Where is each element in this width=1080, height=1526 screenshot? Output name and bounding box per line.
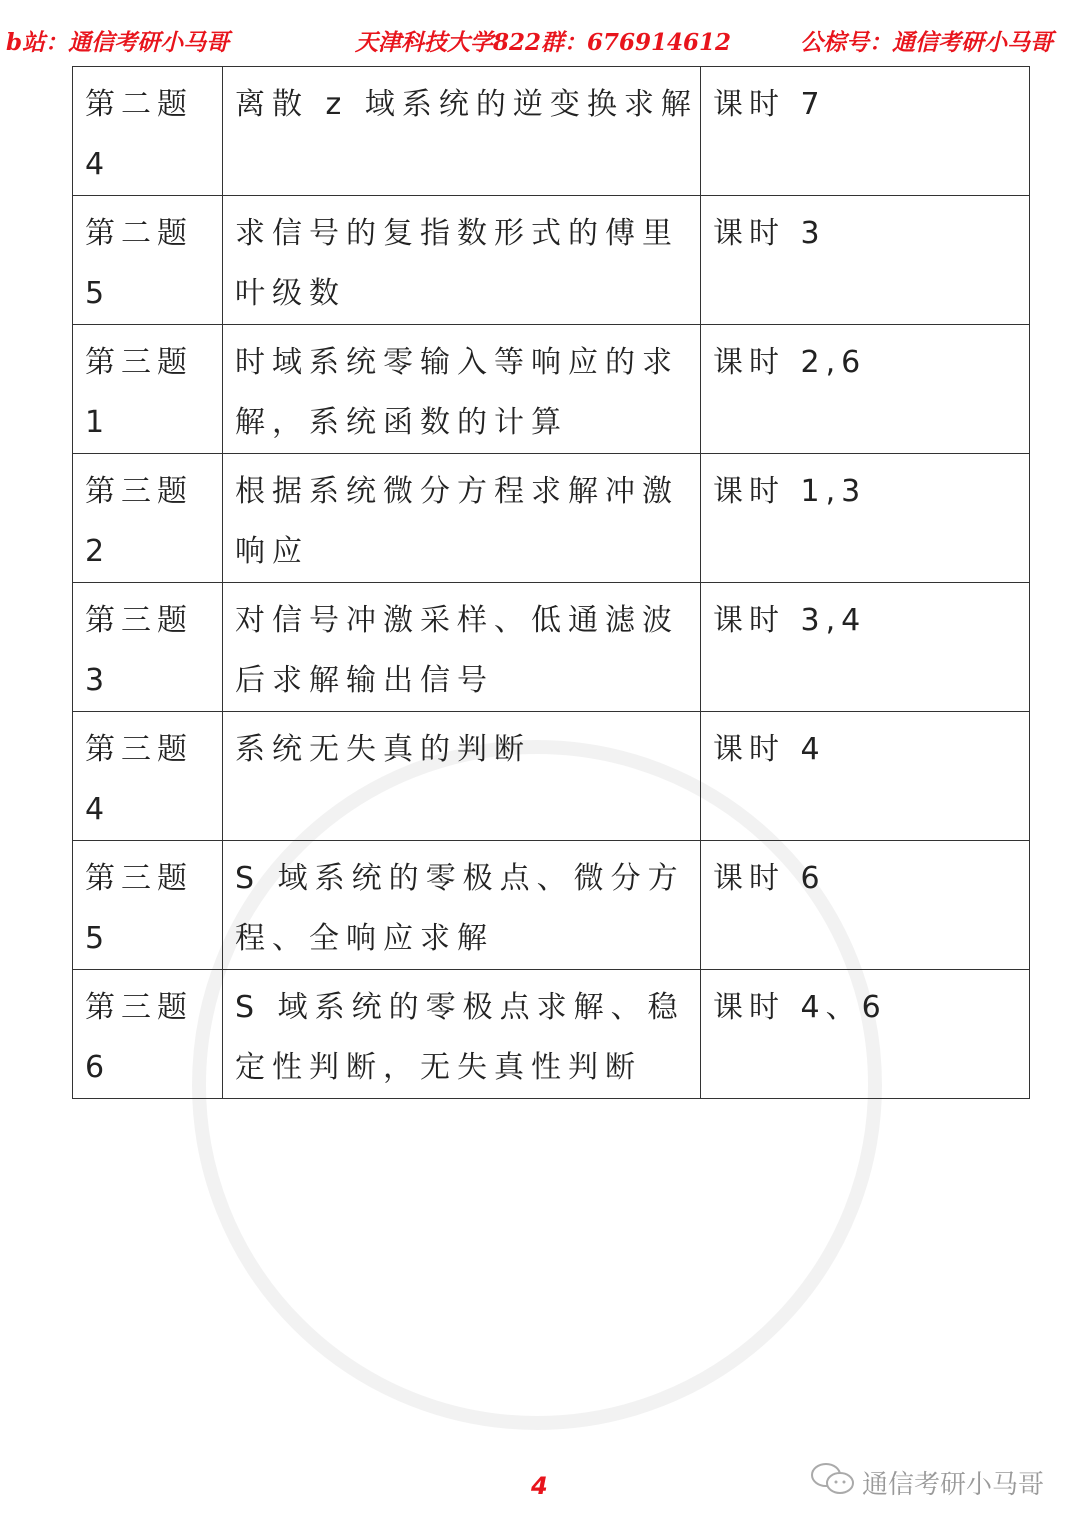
topic-cell: 离散 z 域系统的逆变换求解 (223, 67, 701, 196)
lesson-cell: 课时 4、6 (701, 970, 1030, 1099)
topic-cell: S 域系统的零极点、微分方程、全响应求解 (223, 841, 701, 970)
lesson-cell: 课时 2,6 (701, 325, 1030, 454)
question-cell: 第三题 2 (73, 454, 223, 583)
question-cell: 第三题 5 (73, 841, 223, 970)
wechat-icon (810, 1462, 856, 1503)
lesson-cell: 课时 4 (701, 712, 1030, 841)
topic-cell: S 域系统的零极点求解、稳定性判断，无失真性判断 (223, 970, 701, 1099)
header-group: 天津科技大学822群：676914612 (355, 29, 732, 56)
question-cell: 第二题 5 (73, 196, 223, 325)
table-row (73, 583, 1030, 712)
header-account: 公棕号：通信考研小马哥 (800, 29, 1053, 56)
topic-cell: 对信号冲激采样、低通滤波后求解输出信号 (223, 583, 701, 712)
table-row (73, 67, 1030, 196)
table-row (73, 196, 1030, 325)
table-row (73, 454, 1030, 583)
lesson-cell: 课时 6 (701, 841, 1030, 970)
table-row (73, 841, 1030, 970)
topic-cell: 系统无失真的判断 (223, 712, 701, 841)
table-row (73, 970, 1030, 1099)
lesson-cell: 课时 3 (701, 196, 1030, 325)
course-mapping-table (72, 66, 1030, 1099)
header-bilibili: b站：通信考研小马哥 (6, 29, 230, 56)
topic-cell: 时域系统零输入等响应的求解，系统函数的计算 (223, 325, 701, 454)
question-cell: 第三题 3 (73, 583, 223, 712)
footer-account (810, 1462, 1044, 1503)
lesson-cell: 课时 1,3 (701, 454, 1030, 583)
footer-account-name: 通信考研小马哥 (862, 1470, 1045, 1500)
question-cell: 第二题 4 (73, 67, 223, 196)
page-number: 4 (531, 1472, 548, 1500)
question-cell: 第三题 1 (73, 325, 223, 454)
question-cell: 第三题 4 (73, 712, 223, 841)
table-row (73, 325, 1030, 454)
topic-cell: 根据系统微分方程求解冲激响应 (223, 454, 701, 583)
lesson-cell: 课时 7 (701, 67, 1030, 196)
lesson-cell: 课时 3,4 (701, 583, 1030, 712)
table-row (73, 712, 1030, 841)
topic-cell: 求信号的复指数形式的傅里叶级数 (223, 196, 701, 325)
question-cell: 第三题 6 (73, 970, 223, 1099)
